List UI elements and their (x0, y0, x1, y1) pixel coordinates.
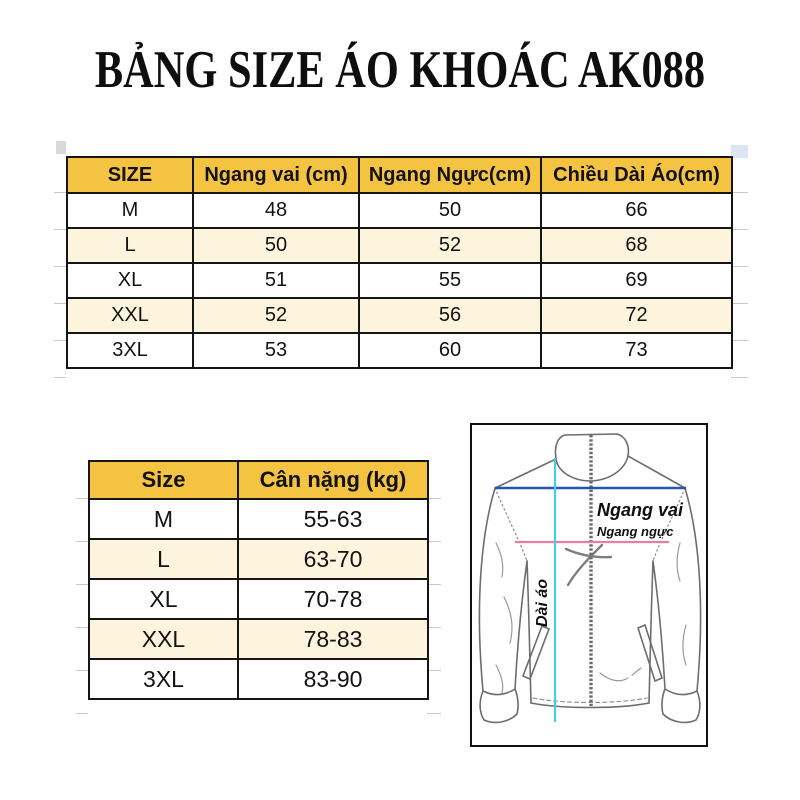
cell-chest: 52 (359, 228, 541, 263)
cell-weight: 63-70 (238, 539, 428, 579)
left-shoulder-seam (495, 459, 556, 488)
table-row (67, 333, 732, 368)
weight-table (88, 460, 429, 700)
length-label: Dài áo (534, 578, 551, 628)
right-sleeve-outer (685, 488, 701, 691)
gridline-right-stub (731, 145, 748, 158)
cell-weight: 83-90 (238, 659, 428, 699)
table-row (89, 579, 428, 619)
cell-length: 73 (541, 333, 732, 368)
cell-size: 3XL (67, 333, 193, 368)
cell-size: L (67, 228, 193, 263)
cell-chest: 56 (359, 298, 541, 333)
gridline-ticks-right (427, 498, 441, 714)
jacket-line-art (472, 425, 706, 745)
page-title: BẢNG SIZE ÁO KHOÁC AK088 (94, 41, 706, 99)
gridline-ticks-right (731, 192, 748, 380)
header-cell-weight: Cân nặng (kg) (238, 461, 428, 499)
cell-size: XL (89, 579, 238, 619)
header-cell-shoulder: Ngang vai (cm) (193, 157, 359, 193)
cell-shoulder: 53 (193, 333, 359, 368)
left-body-seam (527, 561, 531, 703)
table-row (89, 539, 428, 579)
cell-size: M (89, 499, 238, 539)
chest-label: Ngang ngực (597, 524, 674, 539)
cell-weight: 70-78 (238, 579, 428, 619)
cell-size: L (89, 539, 238, 579)
header-cell-size: SIZE (67, 157, 193, 193)
table-row (67, 193, 732, 228)
cell-shoulder: 48 (193, 193, 359, 228)
left-sleeve-outer (479, 488, 495, 691)
cell-size: XXL (67, 298, 193, 333)
cell-weight: 55-63 (238, 499, 428, 539)
cell-shoulder: 50 (193, 228, 359, 263)
cell-size: XXL (89, 619, 238, 659)
right-cuff (662, 689, 700, 722)
cell-length: 69 (541, 263, 732, 298)
cell-shoulder: 51 (193, 263, 359, 298)
table-row (67, 228, 732, 263)
cell-size: XL (67, 263, 193, 298)
size-table (66, 156, 733, 369)
table-row (89, 619, 428, 659)
size-table-header-row (67, 157, 732, 193)
cell-weight: 78-83 (238, 619, 428, 659)
cell-length: 68 (541, 228, 732, 263)
gridline-ticks-left (76, 498, 88, 714)
header-cell-size: Size (89, 461, 238, 499)
table-row (67, 263, 732, 298)
left-cuff (480, 689, 518, 722)
right-shoulder-seam (628, 456, 685, 488)
cell-size: 3XL (89, 659, 238, 699)
chest-crease-x (566, 545, 611, 585)
weight-table-header-row (89, 461, 428, 499)
table-row (67, 298, 732, 333)
cell-length: 72 (541, 298, 732, 333)
left-armhole-stitch (495, 488, 527, 561)
cell-length: 66 (541, 193, 732, 228)
cell-chest: 55 (359, 263, 541, 298)
right-body-seam (649, 561, 653, 703)
table-row (89, 499, 428, 539)
gridline-ticks-left (54, 192, 66, 380)
left-pocket-slit (523, 626, 549, 679)
header-cell-chest: Ngang Ngực(cm) (359, 157, 541, 193)
cell-chest: 50 (359, 193, 541, 228)
shoulder-label: Ngang vai (597, 500, 684, 520)
cell-chest: 60 (359, 333, 541, 368)
table-row (89, 659, 428, 699)
jacket-diagram (470, 423, 708, 747)
gridline-corner-stub (56, 141, 66, 154)
cell-size: M (67, 193, 193, 228)
header-cell-length: Chiều Dài Áo(cm) (541, 157, 732, 193)
cell-shoulder: 52 (193, 298, 359, 333)
